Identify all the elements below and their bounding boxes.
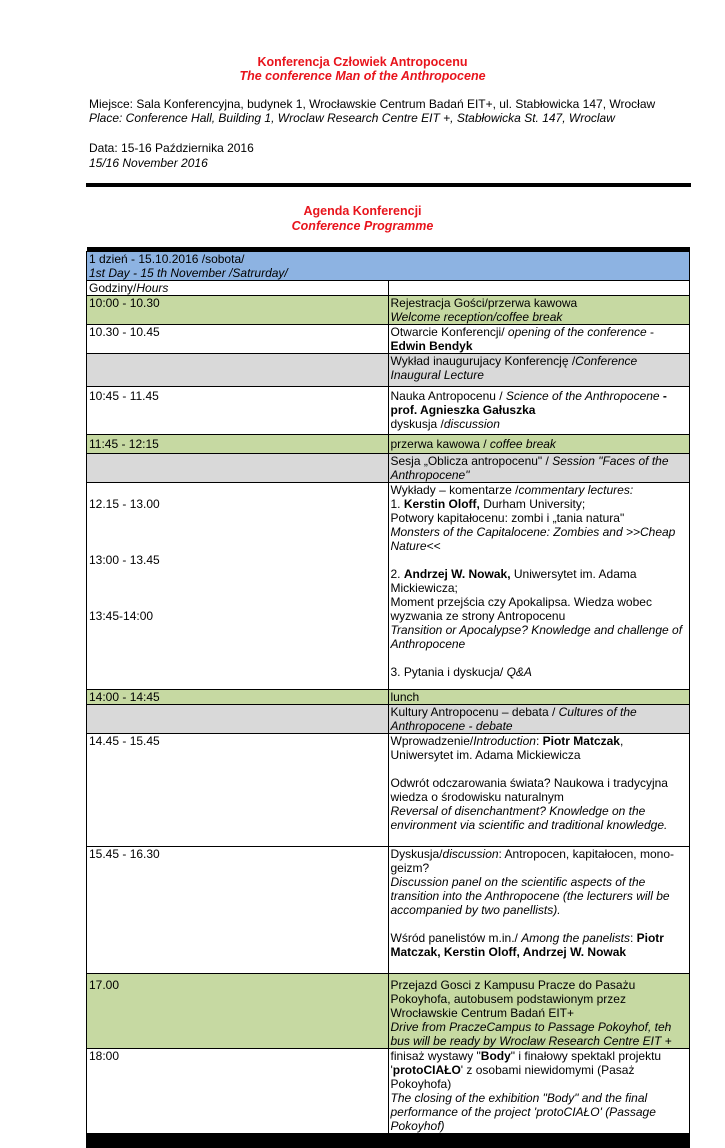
speaker-affiliation: Durham University; bbox=[479, 497, 586, 511]
date-english-text: 15/16 November 2016 bbox=[89, 156, 208, 170]
table-row bbox=[87, 690, 690, 705]
day-polish: 1 dzień - 15.10.2016 /sobota/ bbox=[89, 252, 245, 266]
lecture-1-number: 1. bbox=[390, 497, 404, 511]
discussion-english: discussion bbox=[442, 847, 499, 861]
speaker-name: Piotr Matczak bbox=[542, 734, 620, 748]
table-row bbox=[87, 387, 690, 435]
time-cell bbox=[87, 454, 389, 483]
event-english: coffee break bbox=[489, 437, 556, 451]
agenda-table bbox=[86, 247, 690, 1148]
time-cell: 10:00 - 10.30 bbox=[87, 296, 389, 325]
event-english: Conference Inaugural Lecture bbox=[390, 354, 638, 382]
event-cell bbox=[388, 454, 690, 483]
speaker-name: Andrzej W. Nowak, bbox=[403, 567, 511, 581]
event-english: Welcome reception/coffee break bbox=[390, 310, 563, 324]
time-slot-2: 13:00 - 13.45 bbox=[89, 553, 160, 567]
panelists-names: Piotr Matczak, Kerstin Oloff, Andrzej W. Nowak bbox=[390, 931, 664, 959]
lecture-2-title-english: Transition or Apocalypse? Knowledge and challenge of Anthropocene bbox=[390, 623, 683, 651]
table-row bbox=[87, 435, 690, 454]
time-cell bbox=[87, 483, 389, 690]
event-english: Session "Faces of the Anthropocene" bbox=[390, 454, 669, 482]
transport-english: Drive from PraczeCampus to Passage Pokoyhof, teh bus will be ready by Wroclaw Research Centre EIT + bbox=[390, 1020, 672, 1048]
time-cell: 11:45 - 12:15 bbox=[87, 435, 389, 454]
hours-polish: Godziny/ bbox=[89, 281, 137, 295]
time-slot-3: 13:45-14:00 bbox=[89, 609, 154, 623]
finissage-part-a: finisaż wystawy " bbox=[390, 1049, 481, 1063]
finissage-part-c: " i finałowy spektakl projektu ' bbox=[390, 1049, 662, 1077]
day-row bbox=[87, 252, 690, 281]
qa-english: Q&A bbox=[506, 665, 532, 679]
lecture-1-speaker bbox=[391, 497, 688, 511]
speaker-name: Edwin Bendyk bbox=[390, 339, 473, 353]
event-cell bbox=[388, 483, 690, 690]
title-english: The conference Man of the Anthropocene bbox=[239, 69, 486, 83]
finissage-english: The closing of the exhibition "Body" and the final performance of the project 'protoCIAŁO' (Passage Pokoyhof) bbox=[390, 1091, 656, 1133]
panelists-english: Among the panelists bbox=[521, 931, 630, 945]
panelists-line bbox=[391, 931, 688, 959]
lecture-1-title-polish: Potwory kapitałocenu: zombi i „tania natura" bbox=[390, 511, 625, 525]
event-english: Science of the Anthropocene bbox=[505, 389, 660, 403]
time-cell: 14.45 - 15.45 bbox=[87, 734, 389, 847]
lectures-polish: Wykłady – komentarze / bbox=[390, 483, 519, 497]
panelists-colon: : bbox=[629, 931, 637, 945]
table-row bbox=[87, 296, 690, 325]
hours-cell bbox=[87, 281, 389, 296]
event-cell bbox=[388, 435, 690, 454]
date-english bbox=[89, 156, 208, 171]
time-cell: 18:00 bbox=[87, 1049, 389, 1134]
event-cell: lunch bbox=[388, 690, 690, 705]
time-cell: 10:45 - 11.45 bbox=[87, 387, 389, 435]
transport-polish: Przejazd Gosci z Kampusu Pracze do Pasażu Pokoyhofa, autobusem podstawionym przez Wrocławskie Centrum Badań EIT+ bbox=[390, 978, 636, 1020]
speaker-name: - prof. Agnieszka Gałuszka bbox=[390, 389, 667, 417]
discussion-topic: : Antropocen, kapitałocen, mono-geizm? bbox=[390, 847, 674, 875]
table-row bbox=[87, 454, 690, 483]
introduction-english: Introduction bbox=[473, 734, 536, 748]
lectures-english: commentary lectures: bbox=[518, 483, 634, 497]
bottom-bar-cell bbox=[87, 1134, 690, 1148]
lecture-title-polish: Odwrót odczarowania świata? Naukowa i tradycyjna wiedza o środowisku naturalnym bbox=[390, 776, 668, 804]
hours-english: Hours bbox=[136, 281, 169, 295]
event-cell bbox=[388, 325, 690, 354]
finissage-part-e: ' z osobami niewidomymi (Pasaż Pokoyhofa) bbox=[390, 1063, 635, 1091]
header-rule bbox=[86, 183, 691, 187]
event-cell bbox=[388, 387, 690, 435]
place-english bbox=[89, 111, 615, 126]
time-cell: 15.45 - 16.30 bbox=[87, 847, 389, 974]
event-cell bbox=[388, 1049, 690, 1134]
event-polish: Nauka Antropocenu / bbox=[390, 389, 506, 403]
time-cell bbox=[87, 354, 389, 387]
event-line-1 bbox=[391, 389, 688, 417]
introduction-polish: Wprowadzenie/ bbox=[390, 734, 474, 748]
table-row bbox=[87, 705, 690, 734]
lecture-title-english: Reversal of disenchantment? Knowledge on the environment via scientific and traditional knowledge. bbox=[390, 804, 668, 832]
title-polish: Konferencja Człowiek Antropocenu bbox=[257, 55, 468, 69]
event-polish: Otwarcie Konferencji/ bbox=[390, 325, 508, 339]
event-english: Cultures of the Anthropocene - debate bbox=[390, 705, 637, 733]
table-row bbox=[87, 734, 690, 847]
table-bottom-bar bbox=[87, 1134, 690, 1148]
discussion-polish: dyskusja / bbox=[390, 417, 444, 431]
event-cell bbox=[388, 734, 690, 847]
place-polish: Miejsce: Sala Konferencyjna, budynek 1, Wrocławskie Centrum Badań EIT+, ul. Stabłowicka 147, Wrocław bbox=[89, 97, 656, 111]
event-polish: Rejestracja Gości/przerwa kawowa bbox=[390, 296, 578, 310]
introduction-line bbox=[391, 734, 688, 762]
event-english: opening of the conference bbox=[507, 325, 647, 339]
lecture-2-number: 2. bbox=[390, 567, 404, 581]
discussion-polish: Dyskusja/ bbox=[390, 847, 443, 861]
qa-polish: 3. Pytania i dyskucja/ bbox=[390, 665, 507, 679]
day-cell bbox=[87, 252, 690, 281]
lecture-2-speaker bbox=[391, 567, 688, 595]
event-cell bbox=[388, 974, 690, 1049]
table-row bbox=[87, 974, 690, 1049]
speaker-name: Kerstin Oloff, bbox=[403, 497, 480, 511]
time-cell bbox=[87, 705, 389, 734]
time-slot-1: 12.15 - 13.00 bbox=[89, 497, 160, 511]
qa-line bbox=[391, 665, 688, 679]
introduction-colon: : bbox=[535, 734, 543, 748]
table-row bbox=[87, 1049, 690, 1134]
event-cell bbox=[388, 847, 690, 974]
lecture-1-title-english: Monsters of the Capitalocene: Zombies and >>Cheap Nature<< bbox=[390, 525, 676, 553]
lecture-2-title-polish: Moment przejścia czy Apokalipsa. Wiedza wobec wyzwania ze strony Antropocenu bbox=[390, 595, 652, 623]
agenda-title-polish: Agenda Konferencji bbox=[303, 204, 422, 218]
event-polish: przerwa kawowa / bbox=[390, 437, 490, 451]
place-english-text: Place: Conference Hall, Building 1, Wroclaw Research Centre EIT +, Stabłowicka St. 147, Wroclaw bbox=[89, 111, 615, 125]
date-polish: Data: 15-16 Października 2016 bbox=[89, 141, 254, 155]
speaker-affiliation: Uniwersytet im. Adama Mickiewicza; bbox=[390, 567, 637, 595]
day-english: 1st Day - 15 th November /Satrurday/ bbox=[89, 266, 288, 280]
time-cell: 17.00 bbox=[87, 974, 389, 1049]
panelists-polish: Wśród panelistów m.in./ bbox=[390, 931, 522, 945]
event-polish: Kultury Antropocenu – debata / bbox=[390, 705, 559, 719]
table-row bbox=[87, 325, 690, 354]
event-cell bbox=[388, 705, 690, 734]
table-row bbox=[87, 847, 690, 974]
agenda-title-english: Conference Programme bbox=[291, 219, 434, 233]
event-cell bbox=[388, 296, 690, 325]
project-name: protoCIAŁO bbox=[392, 1063, 461, 1077]
time-cell: 14:00 - 14:45 bbox=[87, 690, 389, 705]
table-row bbox=[87, 354, 690, 387]
lectures-heading bbox=[391, 483, 688, 497]
finissage-polish bbox=[391, 1049, 688, 1091]
event-separator: - bbox=[646, 325, 655, 339]
exhibition-name: Body bbox=[480, 1049, 511, 1063]
table-row bbox=[87, 483, 690, 690]
event-line-2 bbox=[391, 417, 688, 431]
event-polish: Wykład inaugurujacy Konferencję / bbox=[390, 354, 576, 368]
hours-empty-cell bbox=[388, 281, 690, 296]
speaker-affiliation: , Uniwersytet im. Adama Mickiewicza bbox=[390, 734, 624, 762]
time-cell: 10.30 - 10.45 bbox=[87, 325, 389, 354]
event-cell bbox=[388, 354, 690, 387]
discussion-english: discussion bbox=[443, 417, 500, 431]
event-polish: Sesja „Oblicza antropocenu" / bbox=[390, 454, 553, 468]
discussion-line bbox=[391, 847, 688, 875]
hours-row bbox=[87, 281, 690, 296]
discussion-description: Discussion panel on the scientific aspects of the transition into the Anthropocene (the lecturers will be accompanied by two panellists). bbox=[390, 875, 670, 917]
